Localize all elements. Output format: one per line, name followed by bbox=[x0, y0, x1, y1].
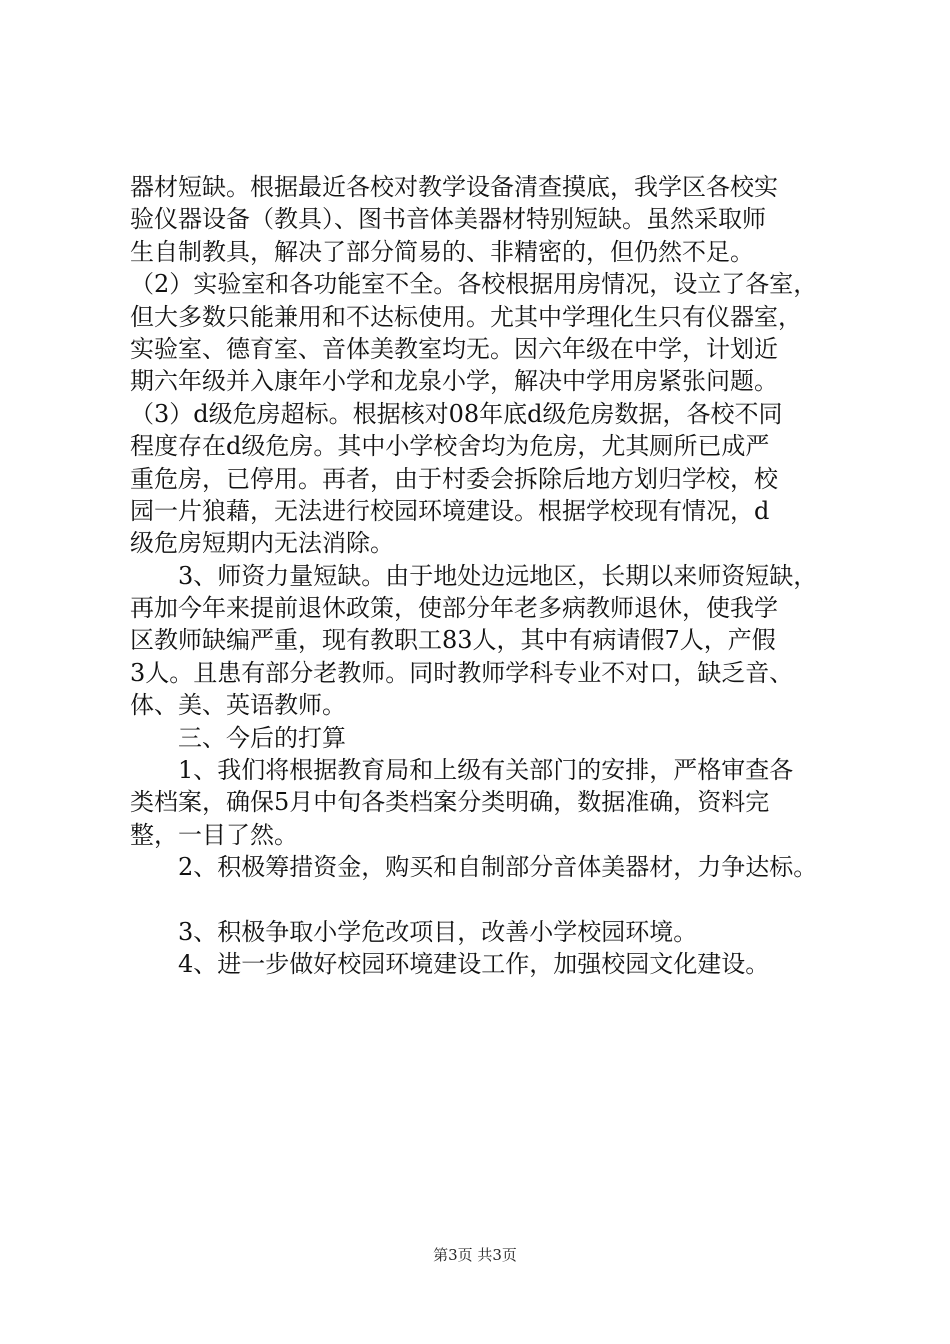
text-line: 实验室、德育室、音体美教室均无。因六年级在中学，计划近 bbox=[130, 334, 778, 363]
text-line: 类档案，确保5月中旬各类档案分类明确，数据准确，资料完 bbox=[130, 788, 770, 817]
text-line: 体、美、英语教师。 bbox=[130, 691, 346, 720]
text-line: 但大多数只能兼用和不达标使用。尤其中学理化生只有仪器室， bbox=[130, 302, 802, 331]
text-line: 3、积极争取小学危改项目，改善小学校园环境。 bbox=[130, 917, 698, 946]
text-line: 3人。且患有部分老教师。同时教师学科专业不对口，缺乏音、 bbox=[130, 658, 794, 687]
text-line: 区教师缺编严重，现有教职工83人，其中有病请假7人，产假 bbox=[130, 626, 776, 655]
text-line: 级危房短期内无法消除。 bbox=[130, 529, 394, 558]
text-line: 器材短缺。根据最近各校对教学设备清查摸底，我学区各校实 bbox=[130, 173, 778, 201]
section-heading: 三、今后的打算 bbox=[130, 723, 346, 752]
text-line: 程度存在d级危房。其中小学校舍均为危房，尤其厕所已成严 bbox=[130, 432, 770, 461]
page-number-footer: 第3页 共3页 bbox=[433, 1246, 517, 1264]
text-line: 2、积极筹措资金，购买和自制部分音体美器材，力争达标。 bbox=[130, 853, 818, 882]
document-body bbox=[130, 171, 856, 981]
text-line: 1、我们将根据教育局和上级有关部门的安排，严格审查各 bbox=[130, 756, 794, 785]
text-line: 期六年级并入康年小学和龙泉小学，解决中学用房紧张问题。 bbox=[130, 367, 778, 396]
text-line: 重危房，已停用。再者，由于村委会拆除后地方划归学校，校 bbox=[130, 464, 778, 493]
text-line: 验仪器设备（教具）、图书音体美器材特别短缺。虽然采取师 bbox=[130, 205, 766, 234]
text-line: 生自制教具，解决了部分简易的、非精密的，但仍然不足。 bbox=[130, 237, 754, 266]
blank-line bbox=[130, 884, 856, 916]
text-line: 再加今年来提前退休政策，使部分年老多病教师退休，使我学 bbox=[130, 594, 778, 623]
text-line: 4、进一步做好校园环境建设工作，加强校园文化建设。 bbox=[130, 950, 770, 979]
text-line: （3）d级危房超标。根据核对08年底d级危房数据，各校不同 bbox=[130, 399, 783, 428]
text-line: 整，一目了然。 bbox=[130, 820, 298, 849]
text-line: 3、师资力量短缺。由于地处边远地区，长期以来师资短缺， bbox=[130, 561, 818, 590]
text-line: （2）实验室和各功能室不全。各校根据用房情况，设立了各室， bbox=[130, 270, 818, 299]
text-line: 园一片狼藉，无法进行校园环境建设。根据学校现有情况，d bbox=[130, 496, 770, 525]
